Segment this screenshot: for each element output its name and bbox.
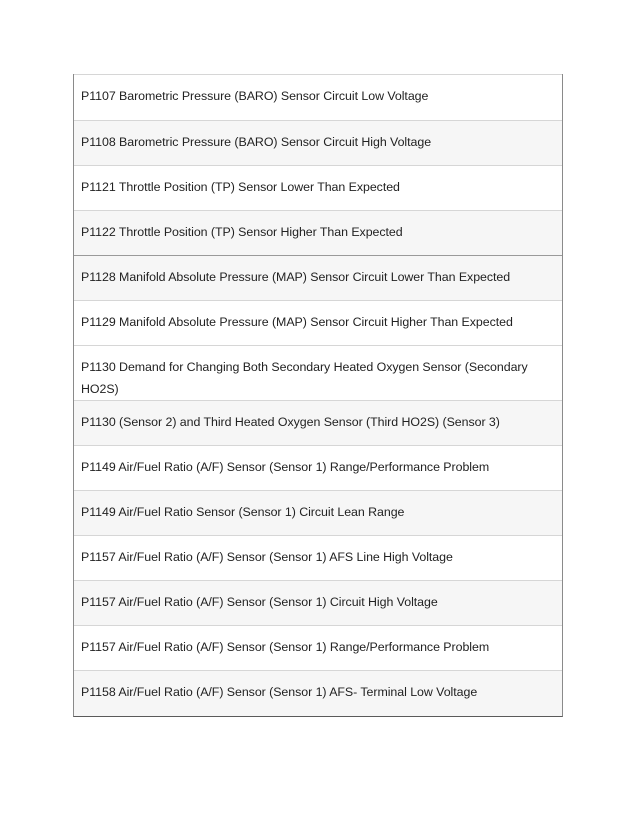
code-text: P1157 Air/Fuel Ratio (A/F) Sensor (Sensor 1) Circuit High Voltage — [81, 595, 438, 609]
table-row — [74, 670, 562, 716]
code-text: P1157 Air/Fuel Ratio (A/F) Sensor (Sensor 1) Range/Performance Problem — [81, 640, 490, 654]
table-row — [74, 300, 562, 345]
dtc-code-table — [73, 74, 563, 717]
code-text: P1149 Air/Fuel Ratio (A/F) Sensor (Sensor 1) Range/Performance Problem — [81, 460, 490, 474]
table-row — [74, 400, 562, 445]
table-row — [74, 345, 562, 400]
code-text: P1130 (Sensor 2) and Third Heated Oxygen Sensor (Third HO2S) (Sensor 3) — [81, 415, 500, 429]
table-row — [74, 255, 562, 300]
code-text: P1129 Manifold Absolute Pressure (MAP) Sensor Circuit Higher Than Expected — [81, 315, 513, 329]
code-text: P1149 Air/Fuel Ratio Sensor (Sensor 1) Circuit Lean Range — [81, 505, 405, 519]
table-row — [74, 580, 562, 625]
table-row — [74, 210, 562, 255]
table-row — [74, 74, 562, 120]
code-text: P1128 Manifold Absolute Pressure (MAP) Sensor Circuit Lower Than Expected — [81, 270, 511, 284]
table-row — [74, 120, 562, 165]
code-text: P1121 Throttle Position (TP) Sensor Lower Than Expected — [81, 180, 400, 194]
table-row — [74, 490, 562, 535]
code-text: P1107 Barometric Pressure (BARO) Sensor Circuit Low Voltage — [81, 89, 429, 103]
table-row — [74, 445, 562, 490]
table-row — [74, 625, 562, 670]
code-text: P1158 Air/Fuel Ratio (A/F) Sensor (Sensor 1) AFS- Terminal Low Voltage — [81, 685, 478, 699]
table-row — [74, 165, 562, 210]
table-row — [74, 535, 562, 580]
code-text: P1122 Throttle Position (TP) Sensor Higher Than Expected — [81, 225, 403, 239]
code-text: P1130 Demand for Changing Both Secondary Heated Oxygen Sensor (Secondary HO2S) — [81, 360, 528, 396]
code-text: P1157 Air/Fuel Ratio (A/F) Sensor (Sensor 1) AFS Line High Voltage — [81, 550, 453, 564]
code-text: P1108 Barometric Pressure (BARO) Sensor Circuit High Voltage — [81, 135, 432, 149]
